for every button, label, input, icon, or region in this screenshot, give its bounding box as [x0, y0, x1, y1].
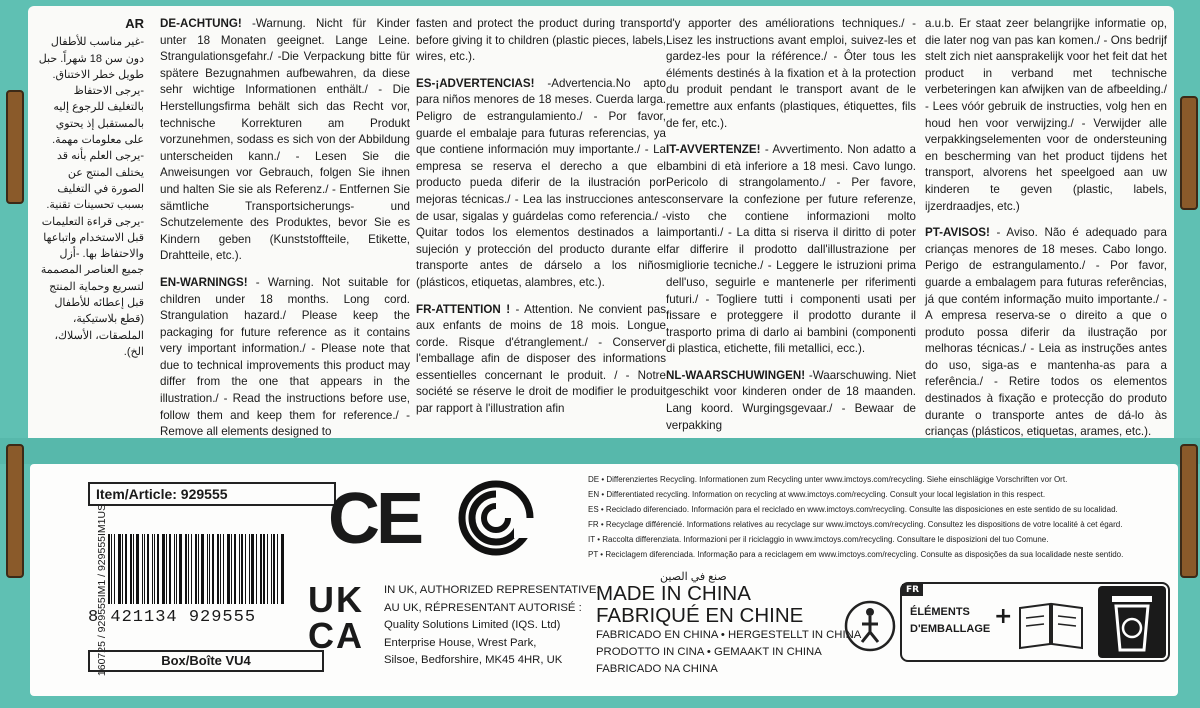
warning-dutch: NL-WAARSCHUWINGEN! -Waarschuwing. Niet geschikt voor kinderen onder de 18 maanden. Lang koord. Wurgingsgevaar./ - Bewaar de verpakking	[666, 368, 916, 432]
barcode-bar	[209, 534, 210, 604]
clip-left-bottom	[6, 444, 24, 578]
column-3	[666, 16, 916, 444]
barcode-bar	[142, 534, 143, 604]
barcode-bar	[267, 534, 268, 604]
barcode-bar	[198, 534, 199, 604]
barcode-bar	[251, 534, 254, 604]
made-in-china-arabic: صنع في الصين	[660, 571, 727, 583]
recycle-person-icon	[840, 596, 900, 656]
barcode-bars	[108, 534, 320, 604]
box-code: Box/Boîte VU4	[88, 650, 324, 672]
recycling-info: DE • Differenziertes Recycling. Informationen zum Recycling unter www.imctoys.com/recycling. Siehe einschlägige Vorschriften vor Ort. EN • Differentiated recycling. Information on recycling at www.imctoys.com/recycling. Consult your local legislation in this respect. ES • Reciclado diferenciado. Información para el reciclado en www.imctoys.com/recycling. Consulte las disposiciones en este sentido de su localidad. FR • Recyclage différencié. Informations relatives au recyclage sur www.imctoys.com/recycling. Consultez les dispositions de votre localité à cet égard. IT • Raccolta differenziata. Informazioni per il riciclaggio in www.imctoys.com/recycling. Consultare le disposizioni del tuo Comune. PT • Reciclagem diferenciada. Informação para a reciclagem em www.imctoys.com/recycling. Consulte as disposições da sua localidade neste sentido.	[588, 475, 1124, 559]
barcode-bar	[179, 534, 182, 604]
barcode-bar	[154, 534, 155, 604]
clip-right-top	[1180, 96, 1198, 210]
barcode-bar	[212, 534, 214, 604]
label-panel	[30, 464, 1178, 696]
clip-right-bottom	[1180, 444, 1198, 578]
barcode-bar	[122, 534, 123, 604]
barcode-bar	[241, 534, 243, 604]
barcode-bar	[249, 534, 250, 604]
open-book-icon	[1016, 598, 1086, 650]
french-packaging-info: FR ÉLÉMENTS D'EMBALLAGE +	[900, 582, 1170, 662]
column-2	[416, 16, 666, 428]
barcode-bar	[174, 534, 175, 604]
barcode-bar	[234, 534, 236, 604]
barcode-number: 8 421134 929555	[88, 608, 257, 627]
barcode-bar	[273, 534, 275, 604]
bin-shape-icon	[1098, 586, 1166, 658]
barcode-bar	[114, 534, 115, 604]
barcode-bar	[271, 534, 272, 604]
barcode-bar	[111, 534, 112, 604]
barcode-bar	[277, 534, 278, 604]
plus-sign: +	[994, 604, 1013, 629]
barcode-bar	[185, 534, 187, 604]
box-seam	[0, 438, 1200, 464]
barcode-bar	[133, 534, 134, 604]
barcode-bar	[162, 534, 165, 604]
barcode-bar	[169, 534, 171, 604]
barcode-bar	[176, 534, 177, 604]
ukca-bottom: CA	[308, 615, 364, 656]
warnings-panel	[28, 6, 1174, 446]
warning-german: DE-ACHTUNG! -Warnung. Nicht für Kinder unter 18 Monaten geeignet. Lange Leine. Strangulationsgefahr./ -Die Verpackung bitte für spätere Bezugnahmen aufbewahren, da diese sehr wichtige Informationen enthält./ - Die Herstellungsfirma behält sich das Recht vor, technische Korrekturen am Produkt vorzunehmen, sodass es sich von der Abbildung unterscheiden kann./ - Lesen Sie die Anweisungen vor Gebrauch, folgen Sie ihnen und halten Sie sie als Referenz./ - Entfernen Sie sämtliche Transportsicherungs- und Schutzelemente des Produktes, bevor Sie es Kindern geben (Kunststoffteile, Etikette, Drahtteile, etc.).	[160, 17, 410, 263]
barcode-bar	[118, 534, 121, 604]
barcode-bar	[157, 534, 159, 604]
triman-spiral-icon	[456, 478, 536, 558]
barcode-bar	[207, 534, 208, 604]
barcode-bar	[217, 534, 219, 604]
warning-dutch-cont: a.u.b. Er staat zeer belangrijke informatie op, die later nog van pas kan komen./ - Ons bedrijf stelt zich niet aansprakelijk voor het feit dat het product in verband met technische verbeteringen kan afwijken van de afbeelding./ - Lees vóór gebruik de instructies, volg hen en houd hen voor verwijzing./ - Verwijder alle verpakkingselementen voor de ondersteuning en bescherming van het product tijdens het transport, alvorens het speelgoed aan uw kinderen te geven (plastic, labels, ijzerdraadjes, etc.)	[925, 17, 1167, 213]
warning-french: FR-ATTENTION ! - Attention. Ne convient pas aux enfants de moins de 18 mois. Longue corde. Risque d'étranglement./ - Conserver l'emballage afin de disposer des informations essentielles concernant le produit. / - Notre société se réserve le droit de modifier le produit par rapport à l'illustration afin	[416, 302, 666, 416]
arabic-heading: AR	[125, 16, 144, 31]
barcode-bar	[239, 534, 240, 604]
barcode-bar	[130, 534, 132, 604]
barcode-bar	[152, 534, 153, 604]
warning-spanish: ES-¡ADVERTENCIAS! -Advertencia.No apto para niños menores de 18 meses. Cuerda larga. Peligro de estrangulamiento./ - Por favor, guarde el embalaje para futuras referencias, ya que contiene información muy importante./ - La empresa se reserva el derecho a que el producto pueda diferir de la ilustración por mejoras técnicas./ - Lea las instrucciones antes de usar, sigalas y guárdelas como referencia./ - Quitar todos los elementos destinados a la sujeción y protección del producto durante el transporte antes de dárselo a los niños (plásticos, etiquetas, alambres, etc.).	[416, 76, 666, 289]
barcode-bar	[136, 534, 139, 604]
ukca-mark	[308, 579, 386, 662]
warning-french-cont: d'y apporter des améliorations techniques./ - Lisez les instructions avant emploi, suivez-les et gardez-les pour la référence./ - Ôter tous les éléments destinés à la fixation et à la protection du produit pendant le transport avant de le remettre aux enfants (plastiques, étiquettes, fils de fer, etc.).	[666, 17, 916, 130]
column-4	[925, 16, 1167, 446]
barcode-bar	[195, 534, 197, 604]
barcode-bar	[223, 534, 224, 604]
barcode-bar	[231, 534, 232, 604]
barcode-bar	[227, 534, 230, 604]
barcode-bar	[263, 534, 265, 604]
warning-portuguese: PT-AVISOS! - Aviso. Não é adequado para crianças menores de 18 meses. Cabo longo. Perigo de estrangulamento./ - Por favor, guarde a embalagem para futuras referências, já que contém informação muito importante./ - A empresa reserva-se o direito a que o produto possa diferir da ilustração por melhoras técnicas./ - Leia as instruções antes do uso, siga-as e mantenha-as para a referência./ - Retire todos os elementos destinados à fixação e protecção do produto durante o transporte antes de dá-lo às crianças (plásticos, etiquetas, arames, etc.).	[925, 226, 1167, 439]
ce-mark: CE	[328, 479, 421, 559]
barcode-bar	[220, 534, 221, 604]
barcode-bar	[191, 534, 192, 604]
ukca-top: UK	[308, 579, 364, 620]
vertical-code: 160725 / 929555IM1 / 929555IM1US	[96, 503, 109, 677]
barcode-bar	[108, 534, 110, 604]
clip-left-top	[6, 90, 24, 204]
recycle-bin-icon	[1098, 586, 1166, 658]
warning-english: EN-WARNINGS! - Warning. Not suitable for children under 18 months. Long cord. Strangulation hazard./ Please keep the packaging for future reference as it contains very important information./ - Please note that due to technical improvements this product may differ from the one that appears in the illustration./ - Read the instructions before use, follow them and keep them for reference./ - Remove all elements designed to	[160, 275, 410, 439]
arabic-text: -غير مناسب للأطفال دون سن 18 شهراً. حبل طويل خطر الاختناق. -يرجى الاحتفاظ بالتغليف للرجوع إليه بالمستقبل إذ يحتوي على معلومات مهمة. -يرجى العلم بأنه قد يختلف المنتج عن الصورة في التغليف بسبب تحسينات تقنية. -يرجى قراءة التعليمات قبل الاستخدام واتباعها والاحتفاظ بها. -أزل جميع العناصر المصممة لتسريع وحماية المنتج قبل إعطائه للأطفال (قطع بلاستيكية، الملصقات، الأسلاك، الخ).	[38, 36, 144, 358]
barcode-bar	[245, 534, 246, 604]
barcode-bar	[125, 534, 127, 604]
barcode-bar	[201, 534, 204, 604]
barcode-bar	[166, 534, 167, 604]
fr-tag: FR	[902, 584, 923, 596]
barcode-bar	[147, 534, 149, 604]
barcode-bar	[144, 534, 145, 604]
barcode-bar	[260, 534, 262, 604]
barcode-bar	[256, 534, 257, 604]
column-1	[160, 16, 410, 446]
barcode-bar	[188, 534, 189, 604]
barcode-bar	[281, 534, 284, 604]
barcode	[88, 534, 320, 644]
warning-english-cont: fasten and protect the product during transport before giving it to children (plastic pieces, labels, wires, etc.).	[416, 17, 666, 64]
article-number: Item/Article: 929555	[88, 482, 336, 506]
uk-representative: IN UK, AUTHORIZED REPRESENTATIVE: AU UK, RÉPRESENTANT AUTORISÉ : Quality Solutions Limited (IQS. Ltd) Enterprise House, Wrest Park, Silsoe, Bedforshire, MK45 4HR, UK	[384, 584, 600, 666]
made-in-china: صنع في الصين MADE IN CHINA FABRIQUÉ EN CHINE FABRICADO EN CHINA • HERGESTELLT IN CHINA PRODOTTO IN CINA • GEMAAKT IN CHINA FABRICADO NA CHINA	[596, 571, 862, 676]
warning-italian: IT-AVVERTENZE! - Avvertimento. Non adatto a bambini di età inferiore a 18 mesi. Cavo lungo. Pericolo di strangolamento./ - Per favore, conservare la confezione per future referenze, visto che contiene informazioni molto importanti./ - La ditta si riserva il diritto di poter far differire il prodotto dall'illustrazione per migliorie tecniche./ - Leggere le istruzioni prima dell'uso, seguirle e mantenerle per riferimenti futuri./ - Togliere tutti i componenti usati per fissare e proteggere il prodotto durante il trasporto prima di darlo ai bambini (componenti di plastica, etichette, fili metallici, ecc.).	[666, 143, 916, 356]
warning-arabic	[36, 16, 144, 360]
